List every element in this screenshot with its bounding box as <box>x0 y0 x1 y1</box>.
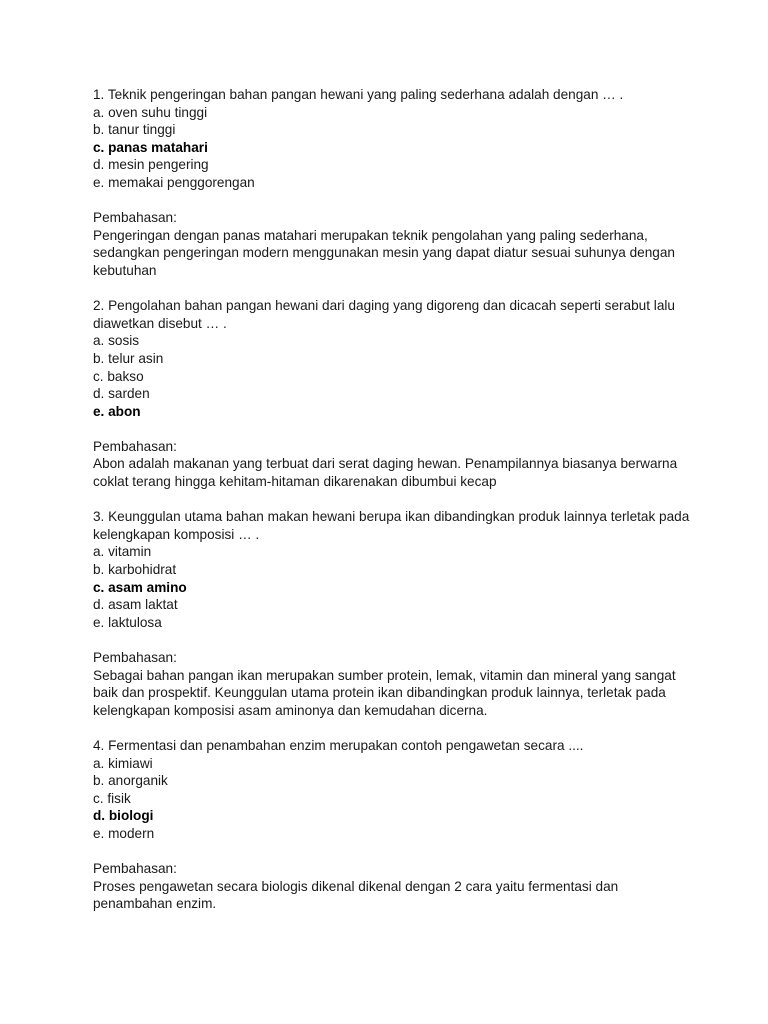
explanation-heading: Pembahasan: <box>93 650 177 665</box>
correct-answer-option-c: c. asam amino <box>93 579 187 595</box>
answer-option-a: a. oven suhu tinggi <box>93 104 208 120</box>
explanation-text: Pengeringan dengan panas matahari merupakan teknik pengolahan yang paling sederhana, sedangkan pengeringan modern menggunakan mesin yang dapat diatur sesuai suhunya dengan kebutuhan <box>93 227 675 278</box>
question-text: 1. Teknik pengeringan bahan pangan hewani yang paling sederhana adalah dengan … . <box>93 87 624 102</box>
explanation-text: Sebagai bahan pangan ikan merupakan sumber protein, lemak, vitamin dan mineral yang sangat baik dan prospektif. Keunggulan utama protein ikan dibandingkan produk lainnya, terletak pada kelengkapan komposisi asam aminonya dan kemudahan dicerna. <box>93 667 676 718</box>
question-block-3 <box>93 508 693 719</box>
answer-option-b: b. anorganik <box>93 773 168 789</box>
correct-answer-option-e: e. abon <box>93 403 141 419</box>
answer-option-c: c. bakso <box>93 368 144 384</box>
question-text: 3. Keunggulan utama bahan makan hewani berupa ikan dibandingkan produk lainnya terletak pada kelengkapan komposisi … . <box>93 509 690 542</box>
question-block-1 <box>93 86 693 280</box>
correct-answer-option-d: d. biologi <box>93 808 154 824</box>
question-text: 4. Fermentasi dan penambahan enzim merupakan contoh pengawetan secara .... <box>93 737 584 753</box>
explanation-text: Abon adalah makanan yang terbuat dari serat daging hewan. Penampilannya biasanya berwarna coklat terang hingga kehitam-hitaman dikarenakan dibumbui kecap <box>93 456 678 490</box>
answer-option-e: e. modern <box>93 825 155 841</box>
document-page <box>93 86 693 931</box>
answer-option-d: d. asam laktat <box>93 597 178 613</box>
explanation-block <box>93 649 693 719</box>
explanation-heading: Pembahasan: <box>93 438 177 454</box>
answer-option-d: d. mesin pengering <box>93 157 209 173</box>
answer-option-b: b. tanur tinggi <box>93 122 176 138</box>
correct-answer-option-c: c. panas matahari <box>93 139 208 155</box>
explanation-heading: Pembahasan: <box>93 210 177 226</box>
explanation-block <box>93 860 693 913</box>
explanation-block <box>93 209 693 279</box>
explanation-heading: Pembahasan: <box>93 861 177 877</box>
answer-option-c: c. fisik <box>93 790 131 806</box>
explanation-block <box>93 438 693 491</box>
question-block-2 <box>93 297 693 491</box>
answer-option-e: e. memakai penggorengan <box>93 174 255 190</box>
answer-option-a: a. sosis <box>93 333 140 349</box>
explanation-text: Proses pengawetan secara biologis dikenal dikenal dengan 2 cara yaitu fermentasi dan penambahan enzim. <box>93 878 619 912</box>
answer-option-b: b. telur asin <box>93 350 164 366</box>
answer-option-e: e. laktulosa <box>93 614 162 630</box>
question-text: 2. Pengolahan bahan pangan hewani dari daging yang digoreng dan dicacah seperti serabut lalu diawetkan disebut … . <box>93 298 675 331</box>
answer-option-a: a. vitamin <box>93 544 152 560</box>
question-block-4 <box>93 737 693 913</box>
answer-option-b: b. karbohidrat <box>93 562 177 578</box>
answer-option-d: d. sarden <box>93 386 150 402</box>
answer-option-a: a. kimiawi <box>93 755 153 771</box>
